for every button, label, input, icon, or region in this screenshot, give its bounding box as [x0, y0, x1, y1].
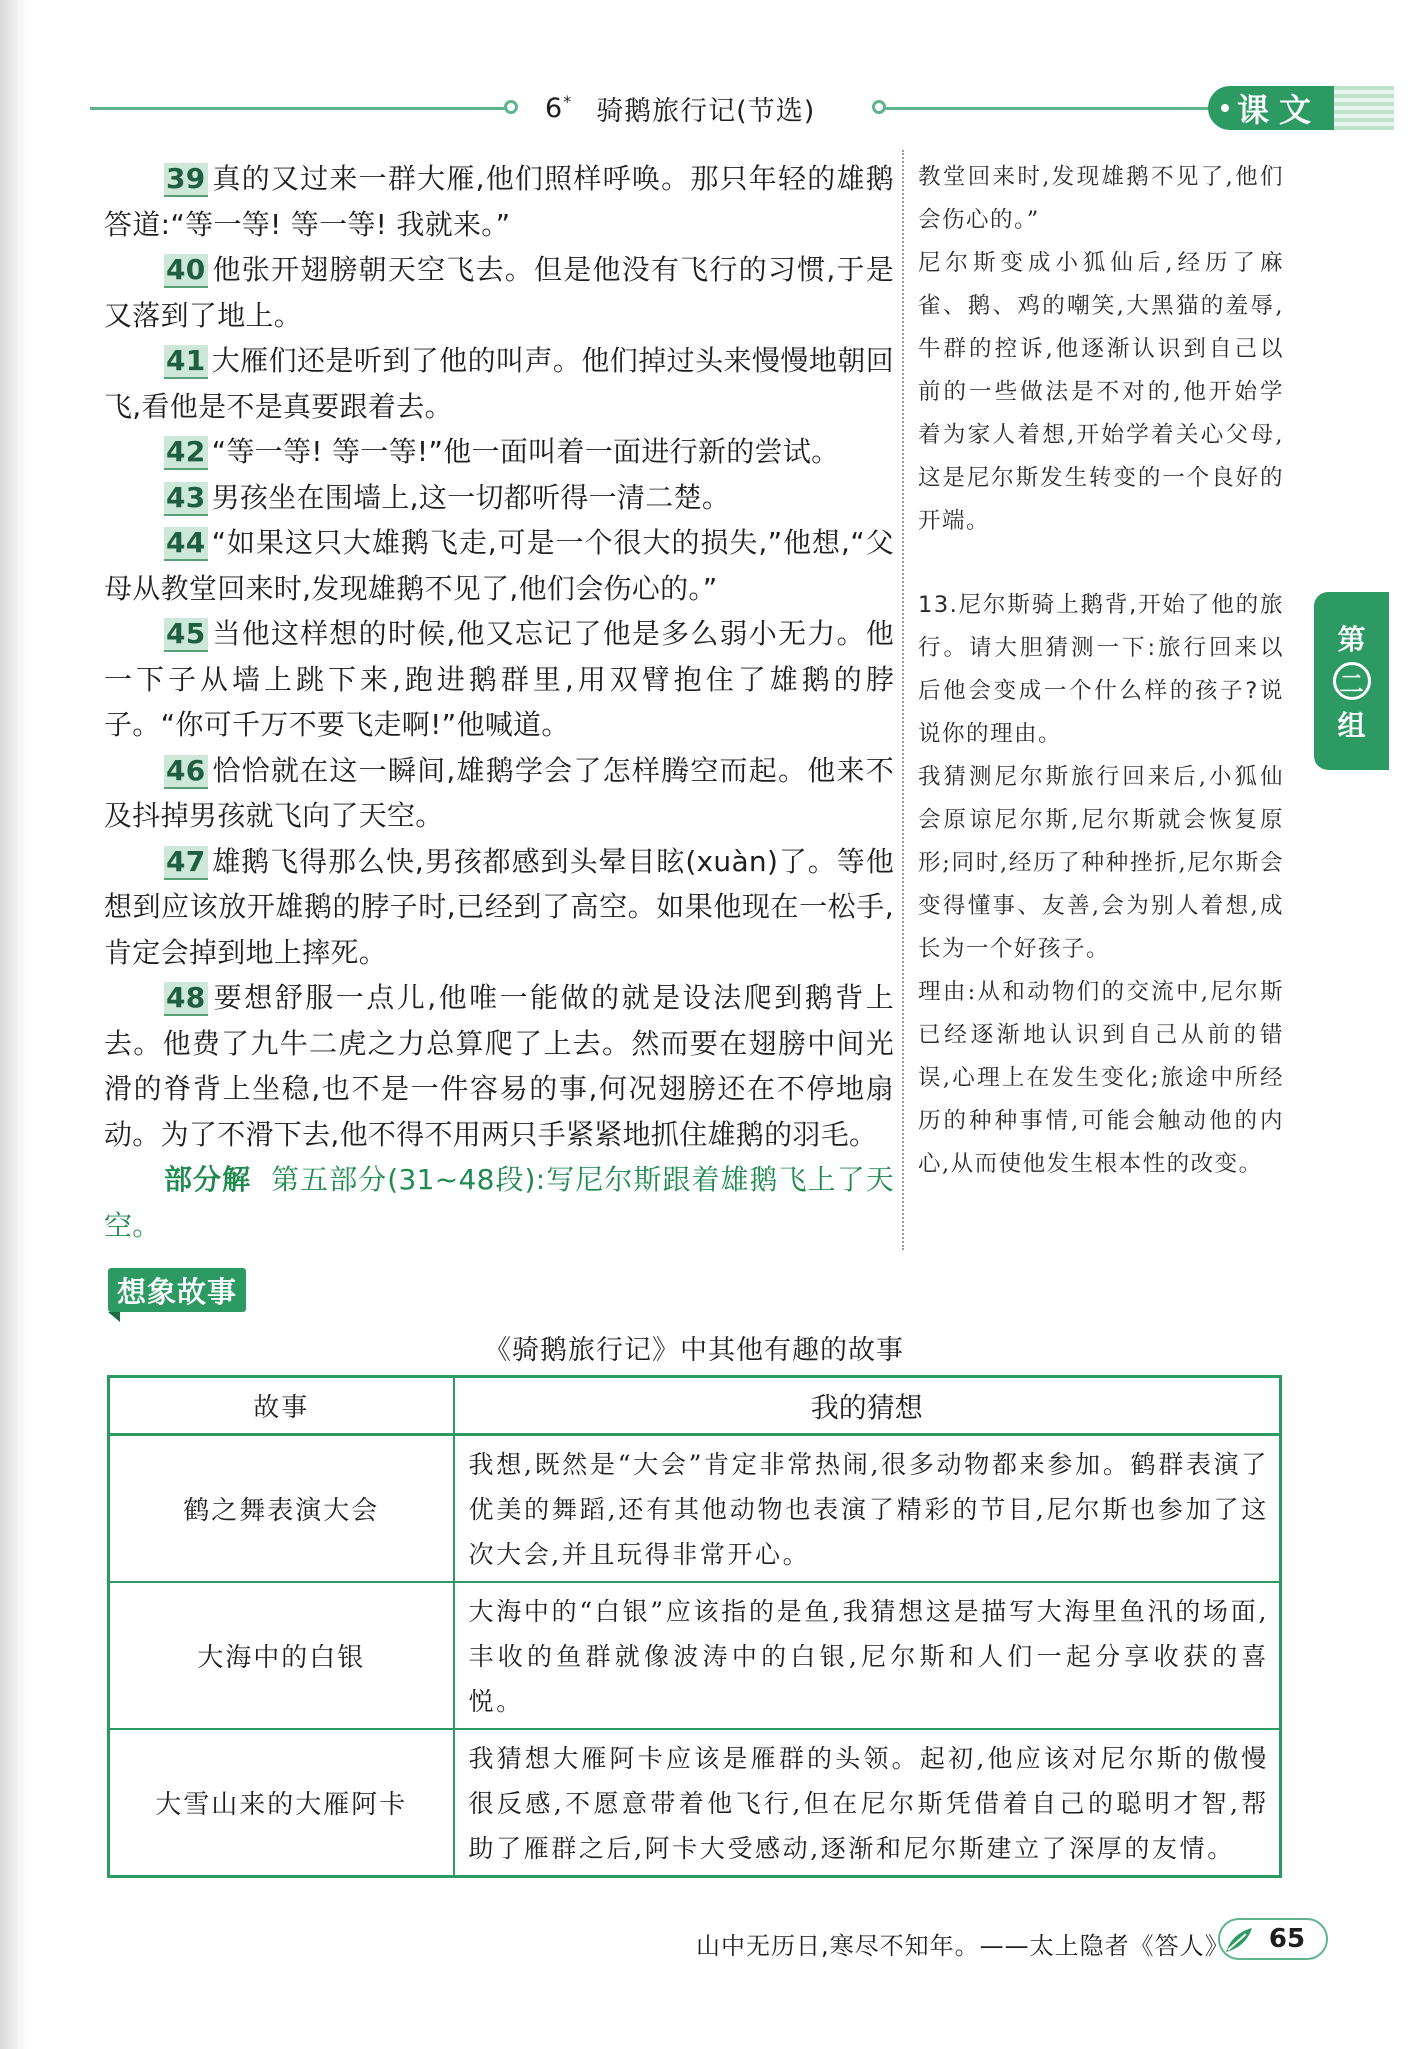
side-note-continuation: 教堂回来时,发现雄鹅不见了,他们会伤心的。” [918, 164, 1284, 233]
group-tab-number: 二 [1339, 669, 1364, 698]
table-row [109, 1435, 1281, 1583]
story-name: 大海中的白银 [109, 1582, 454, 1729]
imagine-section-tag [108, 1268, 246, 1312]
paragraph [104, 429, 894, 475]
paragraph-number: 39 [166, 162, 206, 195]
paragraph [104, 338, 894, 429]
paragraph [104, 611, 894, 748]
side-note-top [918, 156, 1284, 543]
header-guess: 我的猜想 [454, 1377, 1281, 1435]
paragraph [104, 975, 894, 1157]
paragraph-number: 41 [166, 344, 206, 377]
paragraph-text: 大雁们还是听到了他的叫声。他们掉过头来慢慢地朝回飞,看他是不是真要跟着去。 [104, 344, 894, 423]
section-tab-label: 课文 [1236, 91, 1321, 129]
tab-stripes [1334, 86, 1394, 130]
paragraph-text: “如果这只大雄鹅飞走,可是一个很大的损失,”他想,“父母从教堂回来时,发现雄鹅不见了,他们会伤心的。” [104, 526, 894, 605]
side-answer: 我猜测尼尔斯旅行回来后,小狐仙会原谅尼尔斯,尼尔斯就会恢复原形;同时,经历了种种挫折,尼尔斯会变得懂事、友善,会为别人着想,成长为一个好孩子。 [918, 764, 1284, 962]
paragraph-text: 真的又过来一群大雁,他们照样呼唤。那只年轻的雄鹅答道:“等一等! 等一等! 我就来。” [104, 162, 894, 241]
column-divider [902, 150, 904, 1250]
paragraph-text: 男孩坐在围墙上,这一切都听得一清二楚。 [211, 480, 731, 514]
page-number: 65 [1268, 1924, 1306, 1954]
lesson-number: 6* [545, 92, 573, 124]
paragraph [104, 520, 894, 611]
paragraph-number: 40 [166, 253, 206, 286]
stories-table [107, 1375, 1282, 1878]
paragraph [104, 475, 894, 521]
header-rule-right [884, 107, 1210, 110]
paragraph-text: 恰恰就在这一瞬间,雄鹅学会了怎样腾空而起。他来不及抖掉男孩就飞向了天空。 [104, 753, 894, 832]
story-guess: 我猜想大雁阿卡应该是雁群的头领。起初,他应该对尼尔斯的傲慢很反感,不愿意带着他飞行,但在尼尔斯凭借着自己的聪明才智,帮助了雁群之后,阿卡大受感动,逐渐和尼尔斯建立了深厚的友情。 [454, 1729, 1281, 1877]
header-rule-left [90, 107, 510, 110]
story-guess: 我想,既然是“大会”肯定非常热闹,很多动物都来参加。鹤群表演了优美的舞蹈,还有其他动物也表演了精彩的节目,尼尔斯也参加了这次大会,并且玩得非常开心。 [454, 1435, 1281, 1583]
side-question: 13.尼尔斯骑上鹅背,开始了他的旅行。请大胆猜测一下:旅行回来以后他会变成一个什么样的孩子?说说你的理由。 [918, 592, 1284, 747]
header-dot-left [504, 100, 518, 114]
lesson-title: 骑鹅旅行记(节选) [596, 95, 816, 127]
table-row [109, 1729, 1281, 1877]
leaf-icon [1222, 1922, 1258, 1956]
summary-label: 部分解 [164, 1163, 252, 1196]
paragraph-number: 47 [166, 844, 206, 878]
paragraph-text: 当他这样想的时候,他又忘记了他是多么弱小无力。他一下子从墙上跳下来,跑进鹅群里,用双臂抱住了雄鹅的脖子。“你可千万不要飞走啊!”他喊道。 [104, 617, 894, 741]
table-header-row [109, 1377, 1281, 1435]
reading-text [104, 156, 894, 1248]
table-row [109, 1582, 1281, 1729]
paragraph-text: 雄鹅飞得那么快,男孩都感到头晕目眩(xuàn)了。等他想到应该放开雄鹅的脖子时,已经到了高空。如果他现在一松手,肯定会掉到地上摔死。 [104, 844, 894, 969]
paragraph-number: 45 [166, 617, 206, 650]
paragraph [104, 748, 894, 839]
header-story: 故事 [109, 1377, 454, 1435]
group-tab-top: 第 [1337, 623, 1366, 656]
summary-text: 第五部分(31~48段):写尼尔斯跟着雄鹅飞上了天空。 [104, 1163, 894, 1242]
side-note-analysis: 尼尔斯变成小狐仙后,经历了麻雀、鹅、鸡的嘲笑,大黑猫的羞辱,牛群的控诉,他逐渐认识到自己以前的一些做法是不对的,他开始学着为家人着想,开始学着关心父母,这是尼尔斯发生转变的一个良好的开端。 [918, 250, 1284, 534]
paragraph [104, 156, 894, 247]
paragraph-number: 42 [166, 435, 206, 468]
lesson-header [545, 86, 875, 130]
paragraph-number: 44 [166, 526, 206, 559]
imagine-section-label: 想象故事 [116, 1274, 237, 1309]
story-name: 大雪山来的大雁阿卡 [109, 1729, 454, 1877]
paragraph-text: “等一等! 等一等!”他一面叫着一面进行新的尝试。 [211, 435, 840, 468]
group-tab [1314, 592, 1389, 770]
paragraph-text: 他张开翅膀朝天空飞去。但是他没有飞行的习惯,于是又落到了地上。 [104, 253, 894, 332]
paragraph-number: 43 [166, 480, 206, 514]
paragraph [104, 247, 894, 338]
group-tab-bottom: 组 [1337, 709, 1366, 742]
paragraph [104, 839, 894, 976]
table-caption: 《骑鹅旅行记》中其他有趣的故事 [484, 1335, 904, 1366]
story-guess: 大海中的“白银”应该指的是鱼,我猜想这是描写大海里鱼汛的场面,丰收的鱼群就像波涛中的白银,尼尔斯和人们一起分享收获的喜悦。 [454, 1582, 1281, 1729]
section-summary [104, 1157, 894, 1248]
side-question-block [918, 584, 1284, 1186]
group-tab-circle [1333, 662, 1371, 700]
story-name: 鹤之舞表演大会 [109, 1435, 454, 1583]
tab-dot-icon [1221, 104, 1229, 112]
footer-quote: 山中无历日,寒尽不知年。——太上隐者《答人》 [696, 1932, 1230, 1960]
side-reason: 理由:从和动物们的交流中,尼尔斯已经逐渐地认识到自己从前的错误,心理上在发生变化;旅途中所经历的种种事情,可能会触动他的内心,从而使他发生根本性的改变。 [918, 979, 1284, 1177]
section-tab-kewen [1208, 86, 1334, 130]
paragraph-number: 46 [166, 753, 206, 787]
paragraph-number: 48 [166, 981, 206, 1014]
paragraph-text: 要想舒服一点儿,他唯一能做的就是设法爬到鹅背上去。他费了九牛二虎之力总算爬了上去。然而要在翅膀中间光滑的脊背上坐稳,也不是一件容易的事,何况翅膀还在不停地扇动。为了不滑下去,他不得不用两只手紧紧地抓住雄鹅的羽毛。 [104, 981, 894, 1151]
page-binding-shadow [0, 0, 30, 2049]
